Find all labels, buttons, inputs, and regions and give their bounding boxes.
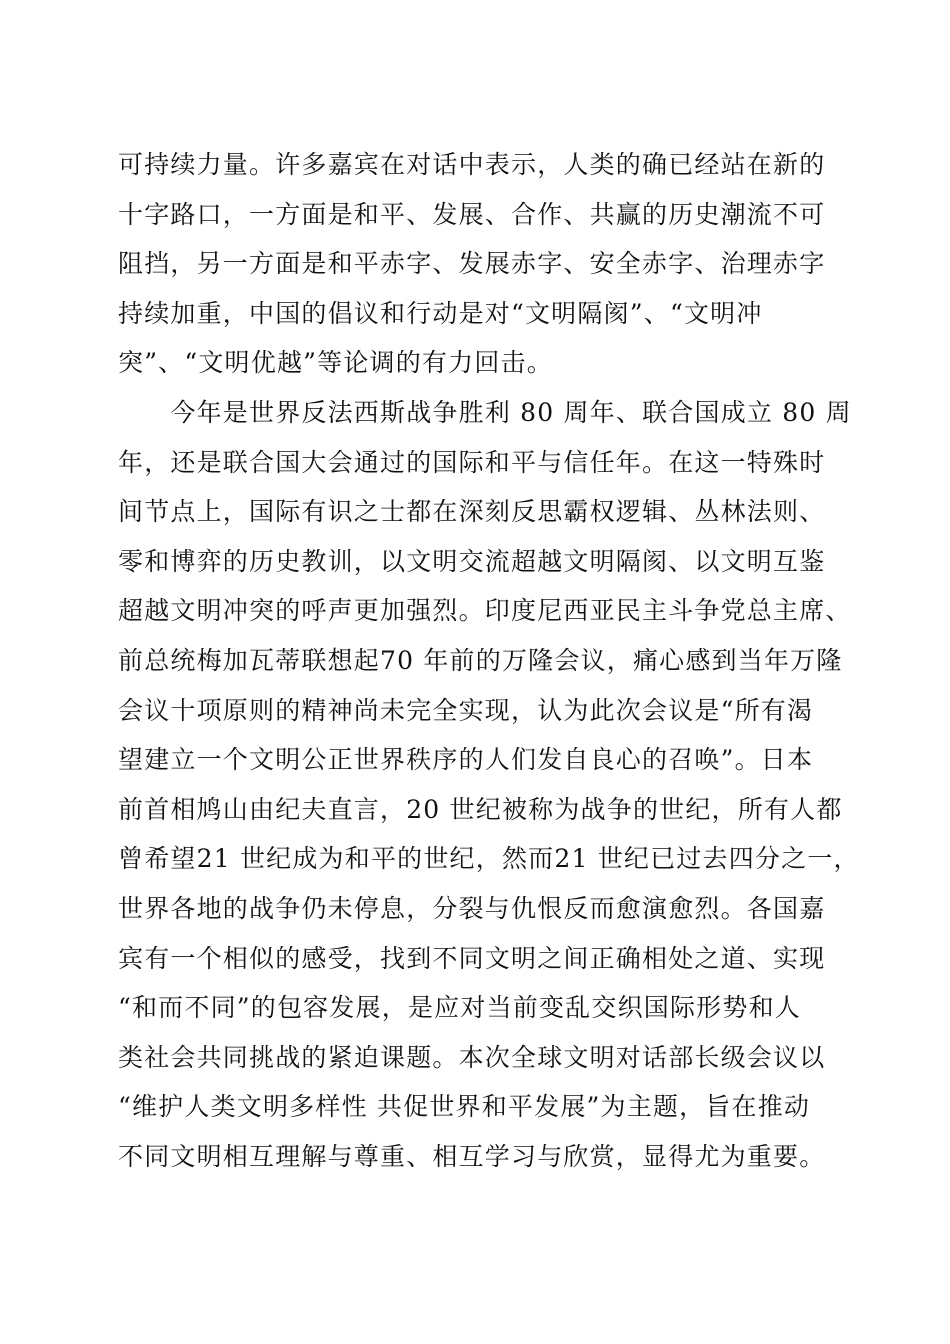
- text-line: 宾有一个相似的感受，找到不同文明之间正确相处之道、实现: [118, 943, 826, 973]
- text-line: 持续加重，中国的倡议和行动是对“文明隔阂”、“文明冲: [118, 298, 763, 328]
- text-line: 突”、“文明优越”等论调的有力回击。: [118, 348, 553, 378]
- text-line: 超越文明冲突的呼声更加强烈。印度尼西亚民主斗争党总主席、: [118, 596, 852, 626]
- text-line: 望建立一个文明公正世界秩序的人们发自良心的召唤”。日本: [118, 745, 814, 775]
- text-line: 十字路口，一方面是和平、发展、合作、共赢的历史潮流不可: [118, 199, 826, 229]
- text-line: “维护人类文明多样性 共促世界和平发展”为主题，旨在推动: [118, 1092, 811, 1122]
- text-line: 类社会共同挑战的紧迫课题。本次全球文明对话部长级会议以: [118, 1042, 826, 1072]
- text-line: 会议十项原则的精神尚未完全实现，认为此次会议是“所有渴: [118, 695, 814, 725]
- text-line: 年，还是联合国大会通过的国际和平与信任年。在这一特殊时: [118, 447, 826, 477]
- text-line: 曾希望21 世纪成为和平的世纪，然而21 世纪已过去四分之一，: [118, 844, 860, 874]
- text-line: “和而不同”的包容发展，是应对当前变乱交织国际形势和人: [118, 993, 801, 1023]
- text-line: 不同文明相互理解与尊重、相互学习与欣赏，显得尤为重要。: [118, 1141, 826, 1171]
- text-line: 可持续力量。许多嘉宾在对话中表示，人类的确已经站在新的: [118, 150, 826, 179]
- text-line: 间节点上，国际有识之士都在深刻反思霸权逻辑、丛林法则、: [118, 497, 826, 527]
- text-line: 前首相鸠山由纪夫直言，20 世纪被称为战争的世纪，所有人都: [118, 794, 843, 824]
- text-line: 零和博弈的历史教训，以文明交流超越文明隔阂、以文明互鉴: [118, 546, 826, 576]
- text-line: 世界各地的战争仍未停息，分裂与仇恨反而愈演愈烈。各国嘉: [118, 893, 826, 923]
- body-text: [118, 146, 860, 1187]
- text-line: 阻挡，另一方面是和平赤字、发展赤字、安全赤字、治理赤字: [118, 249, 826, 279]
- text-line: 前总统梅加瓦蒂联想起70 年前的万隆会议，痛心感到当年万隆: [118, 645, 843, 675]
- text-line: 今年是世界反法西斯战争胜利 80 周年、联合国成立 80 周: [118, 397, 852, 427]
